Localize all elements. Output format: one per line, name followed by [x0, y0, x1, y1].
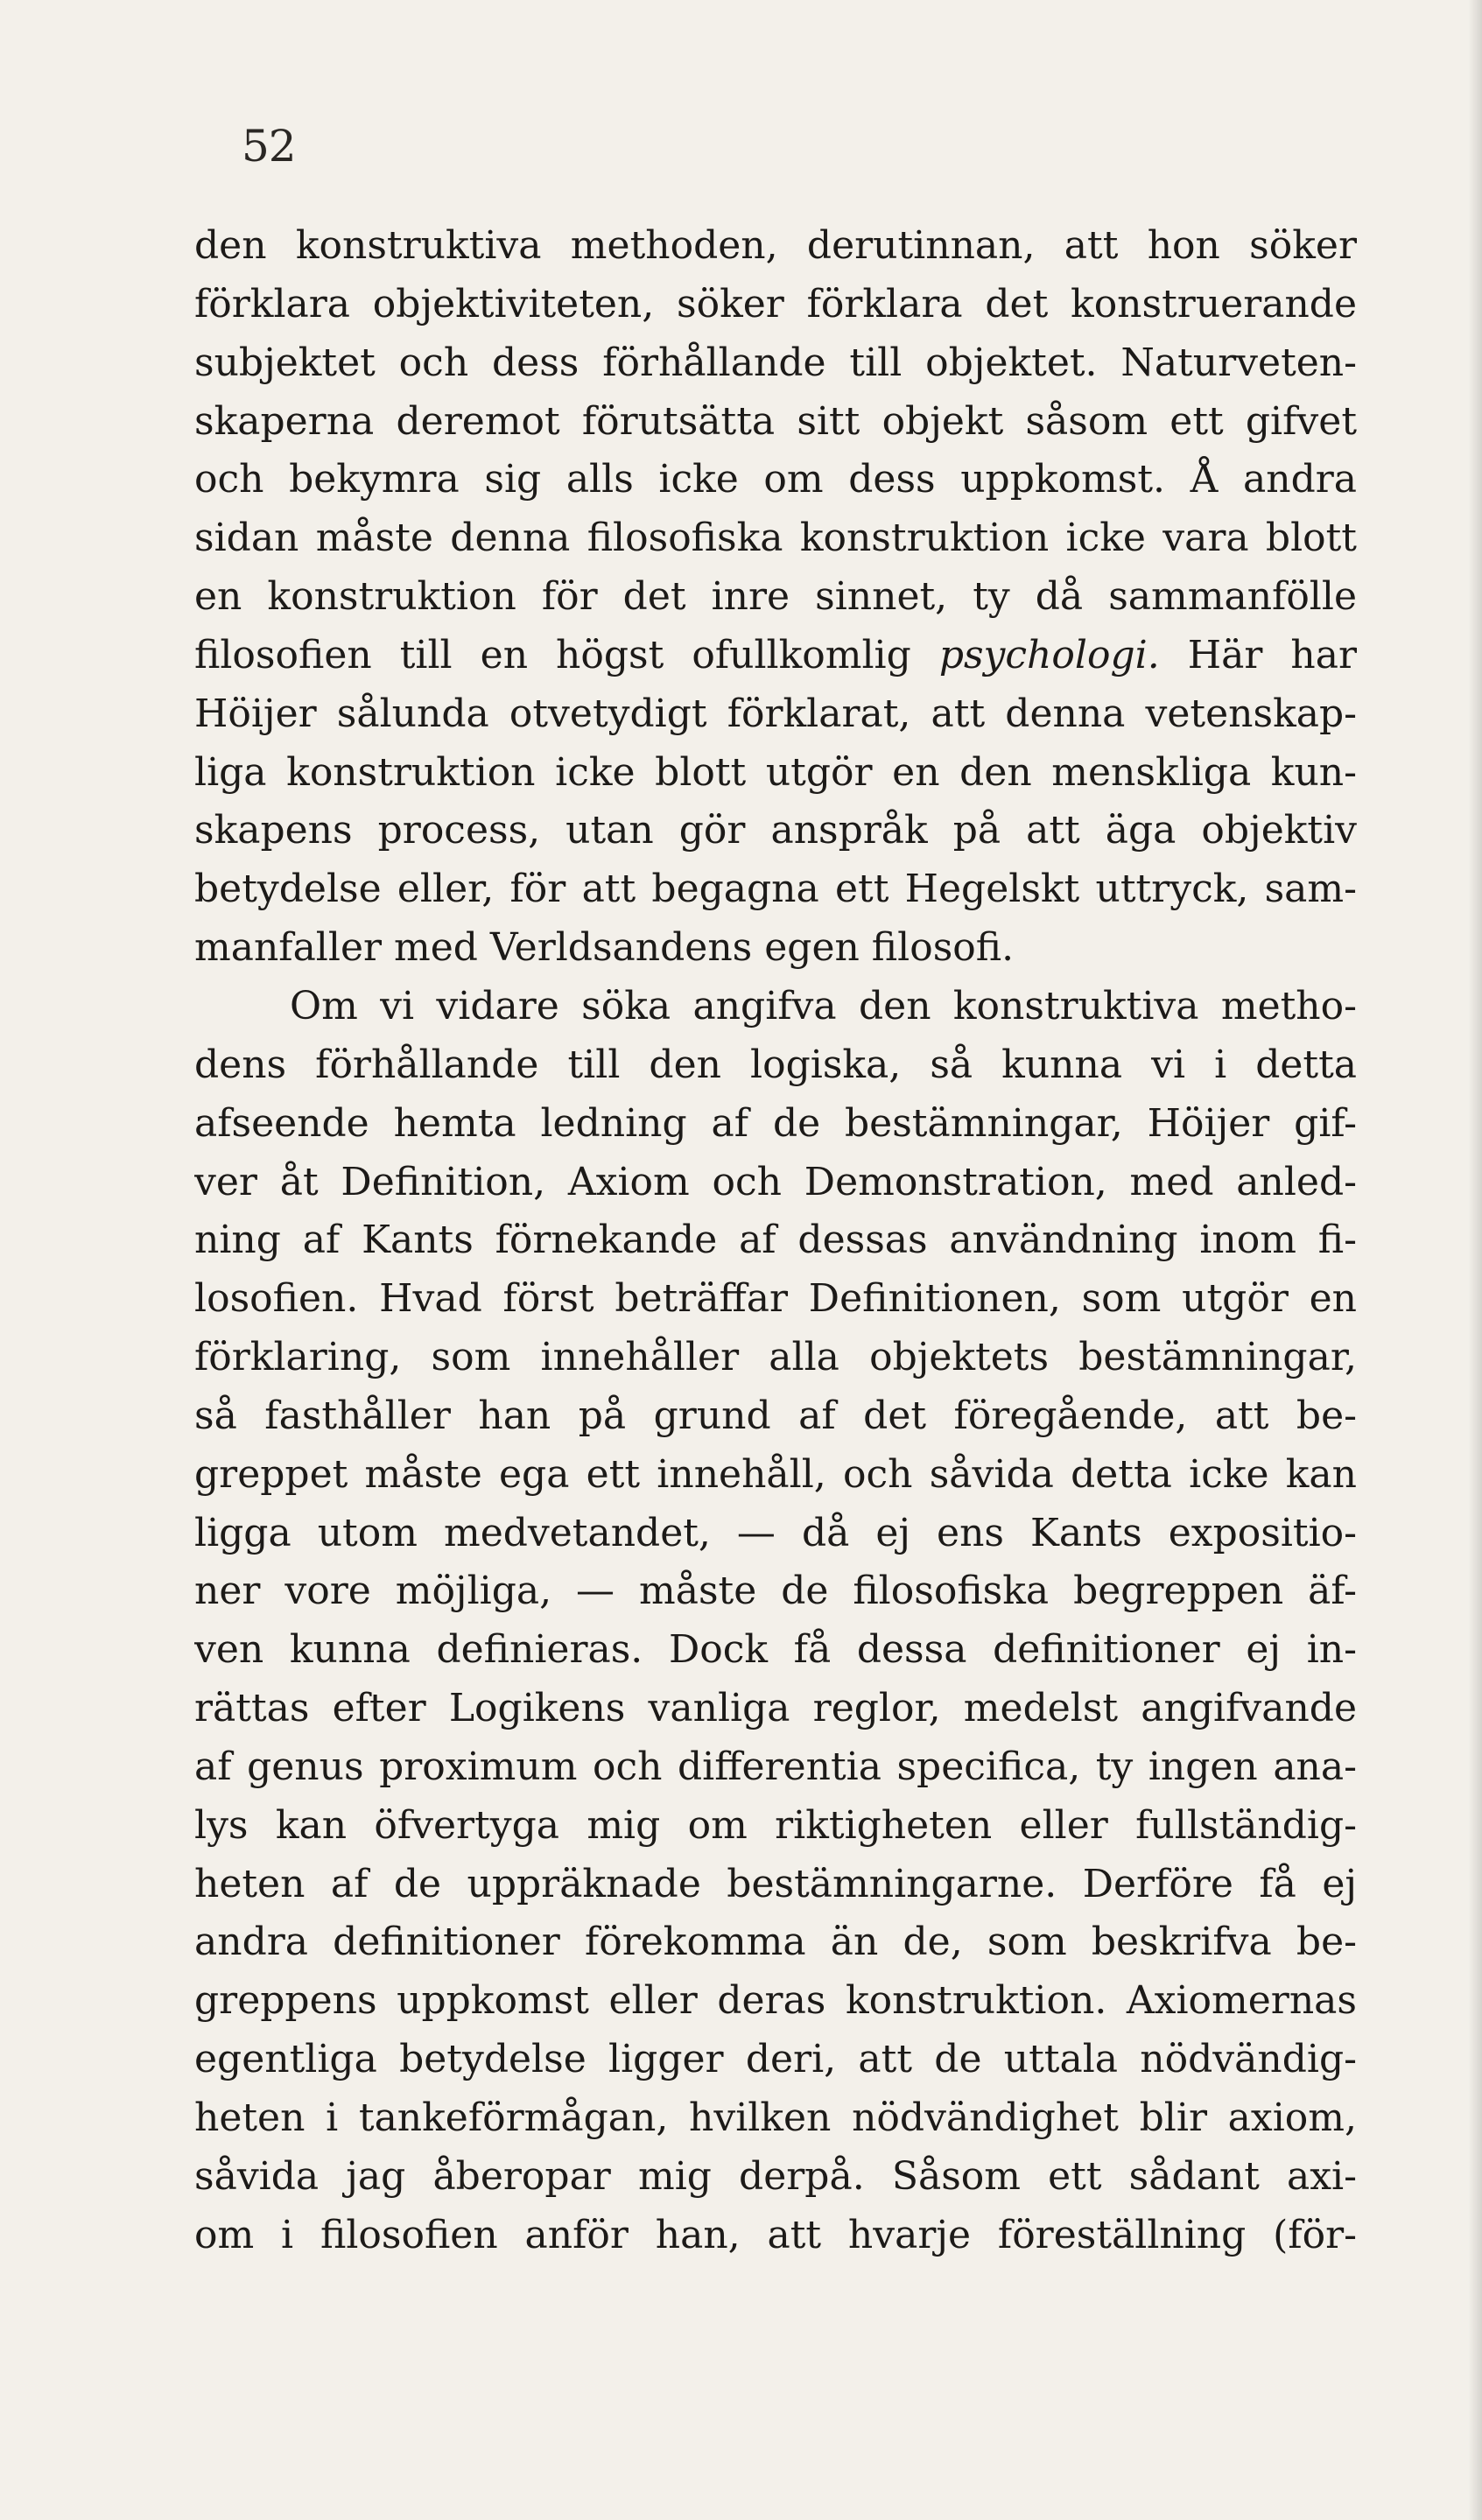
text-line — [194, 627, 1357, 685]
text-line: heten af de uppräknade bestämningarne. Derföre få ej — [194, 1861, 1357, 1906]
text-line: så fasthåller han på grund af det föregående, att be- — [194, 1393, 1357, 1438]
text-segment: filosofien till en högst ofullkomlig — [194, 632, 939, 677]
text-line: lys kan öfvertyga mig om riktigheten eller fullständig- — [194, 1802, 1357, 1848]
text-line: dens förhållande till den logiska, så kunna vi i detta — [194, 1042, 1357, 1087]
text-line: ven kunna definieras. Dock få dessa definitioner ej in- — [194, 1627, 1357, 1673]
text-line: ning af Kants förnekande af dessas användning inom fi- — [194, 1218, 1357, 1263]
page-edge-shadow — [1468, 0, 1482, 2520]
text-line: sidan måste denna filosofiska konstruktion icke vara blott — [194, 516, 1357, 561]
text-line: af genus proximum och differentia specifica, ty ingen ana- — [194, 1744, 1357, 1789]
italic-word: psychologi. — [938, 632, 1160, 677]
text-line: ver åt Definition, Axiom och Demonstration, med anled- — [194, 1159, 1357, 1204]
text-line: såvida jag åberopar mig derpå. Såsom ett sådant axi- — [194, 2153, 1357, 2199]
text-line: subjektet och dess förhållande till objektet. Naturveten- — [194, 340, 1357, 385]
text-line: greppet måste ega ett innehåll, och såvida detta icke kan — [194, 1451, 1357, 1497]
text-line: förklaring, som innehåller alla objektets bestämningar, — [194, 1335, 1357, 1380]
text-line: Höijer sålunda otvetydigt förklarat, att denna vetenskap- — [194, 691, 1357, 736]
text-line: greppens uppkomst eller deras konstruktion. Axiomernas — [194, 1978, 1357, 2024]
text-line: den konstruktiva methoden, derutinnan, att hon söker — [194, 223, 1357, 268]
text-line: andra definitioner förekomma än de, som beskrifva be- — [194, 1920, 1357, 1965]
text-line: en konstruktion för det inre sinnet, ty då sammanfölle — [194, 574, 1357, 620]
text-line: betydelse eller, för att begagna ett Hegelskt uttryck, sam- — [194, 867, 1357, 912]
text-line: losofien. Hvad först beträffar Definitionen, som utgör en — [194, 1276, 1357, 1322]
text-line: och bekymra sig alls icke om dess uppkomst. Å andra — [194, 457, 1357, 502]
text-line: skapens process, utan gör anspråk på att äga objektiv — [194, 808, 1357, 853]
text-line: förklara objektiviteten, söker förklara det konstruerande — [194, 281, 1357, 326]
text-line: afseende hemta ledning af de bestämningar, Höijer gif- — [194, 1100, 1357, 1146]
text-line: ligga utom medvetandet, — då ej ens Kants expositio- — [194, 1510, 1357, 1555]
text-line: liga konstruktion icke blott utgör en den menskliga kun- — [194, 749, 1357, 795]
body-text — [194, 217, 1357, 2265]
text-line: skaperna deremot förutsätta sitt objekt såsom ett gifvet — [194, 398, 1357, 444]
text-line: om i filosofien anför han, att hvarje föreställning (för- — [194, 2212, 1357, 2257]
text-line: egentliga betydelse ligger deri, att de uttala nödvändig- — [194, 2037, 1357, 2082]
text-line: ner vore möjliga, — måste de filosofiska begreppen äf- — [194, 1569, 1357, 1614]
text-line: Om vi vidare söka angifva den konstruktiva metho- — [290, 983, 1357, 1028]
page-number: 52 — [242, 121, 296, 172]
text-line: manfaller med Verldsandens egen filosofi. — [194, 925, 1015, 971]
text-segment: Här har — [1159, 632, 1357, 677]
text-line: heten i tankeförmågan, hvilken nödvändighet blir axiom, — [194, 2095, 1357, 2140]
text-line: rättas efter Logikens vanliga reglor, medelst angifvande — [194, 1686, 1357, 1731]
